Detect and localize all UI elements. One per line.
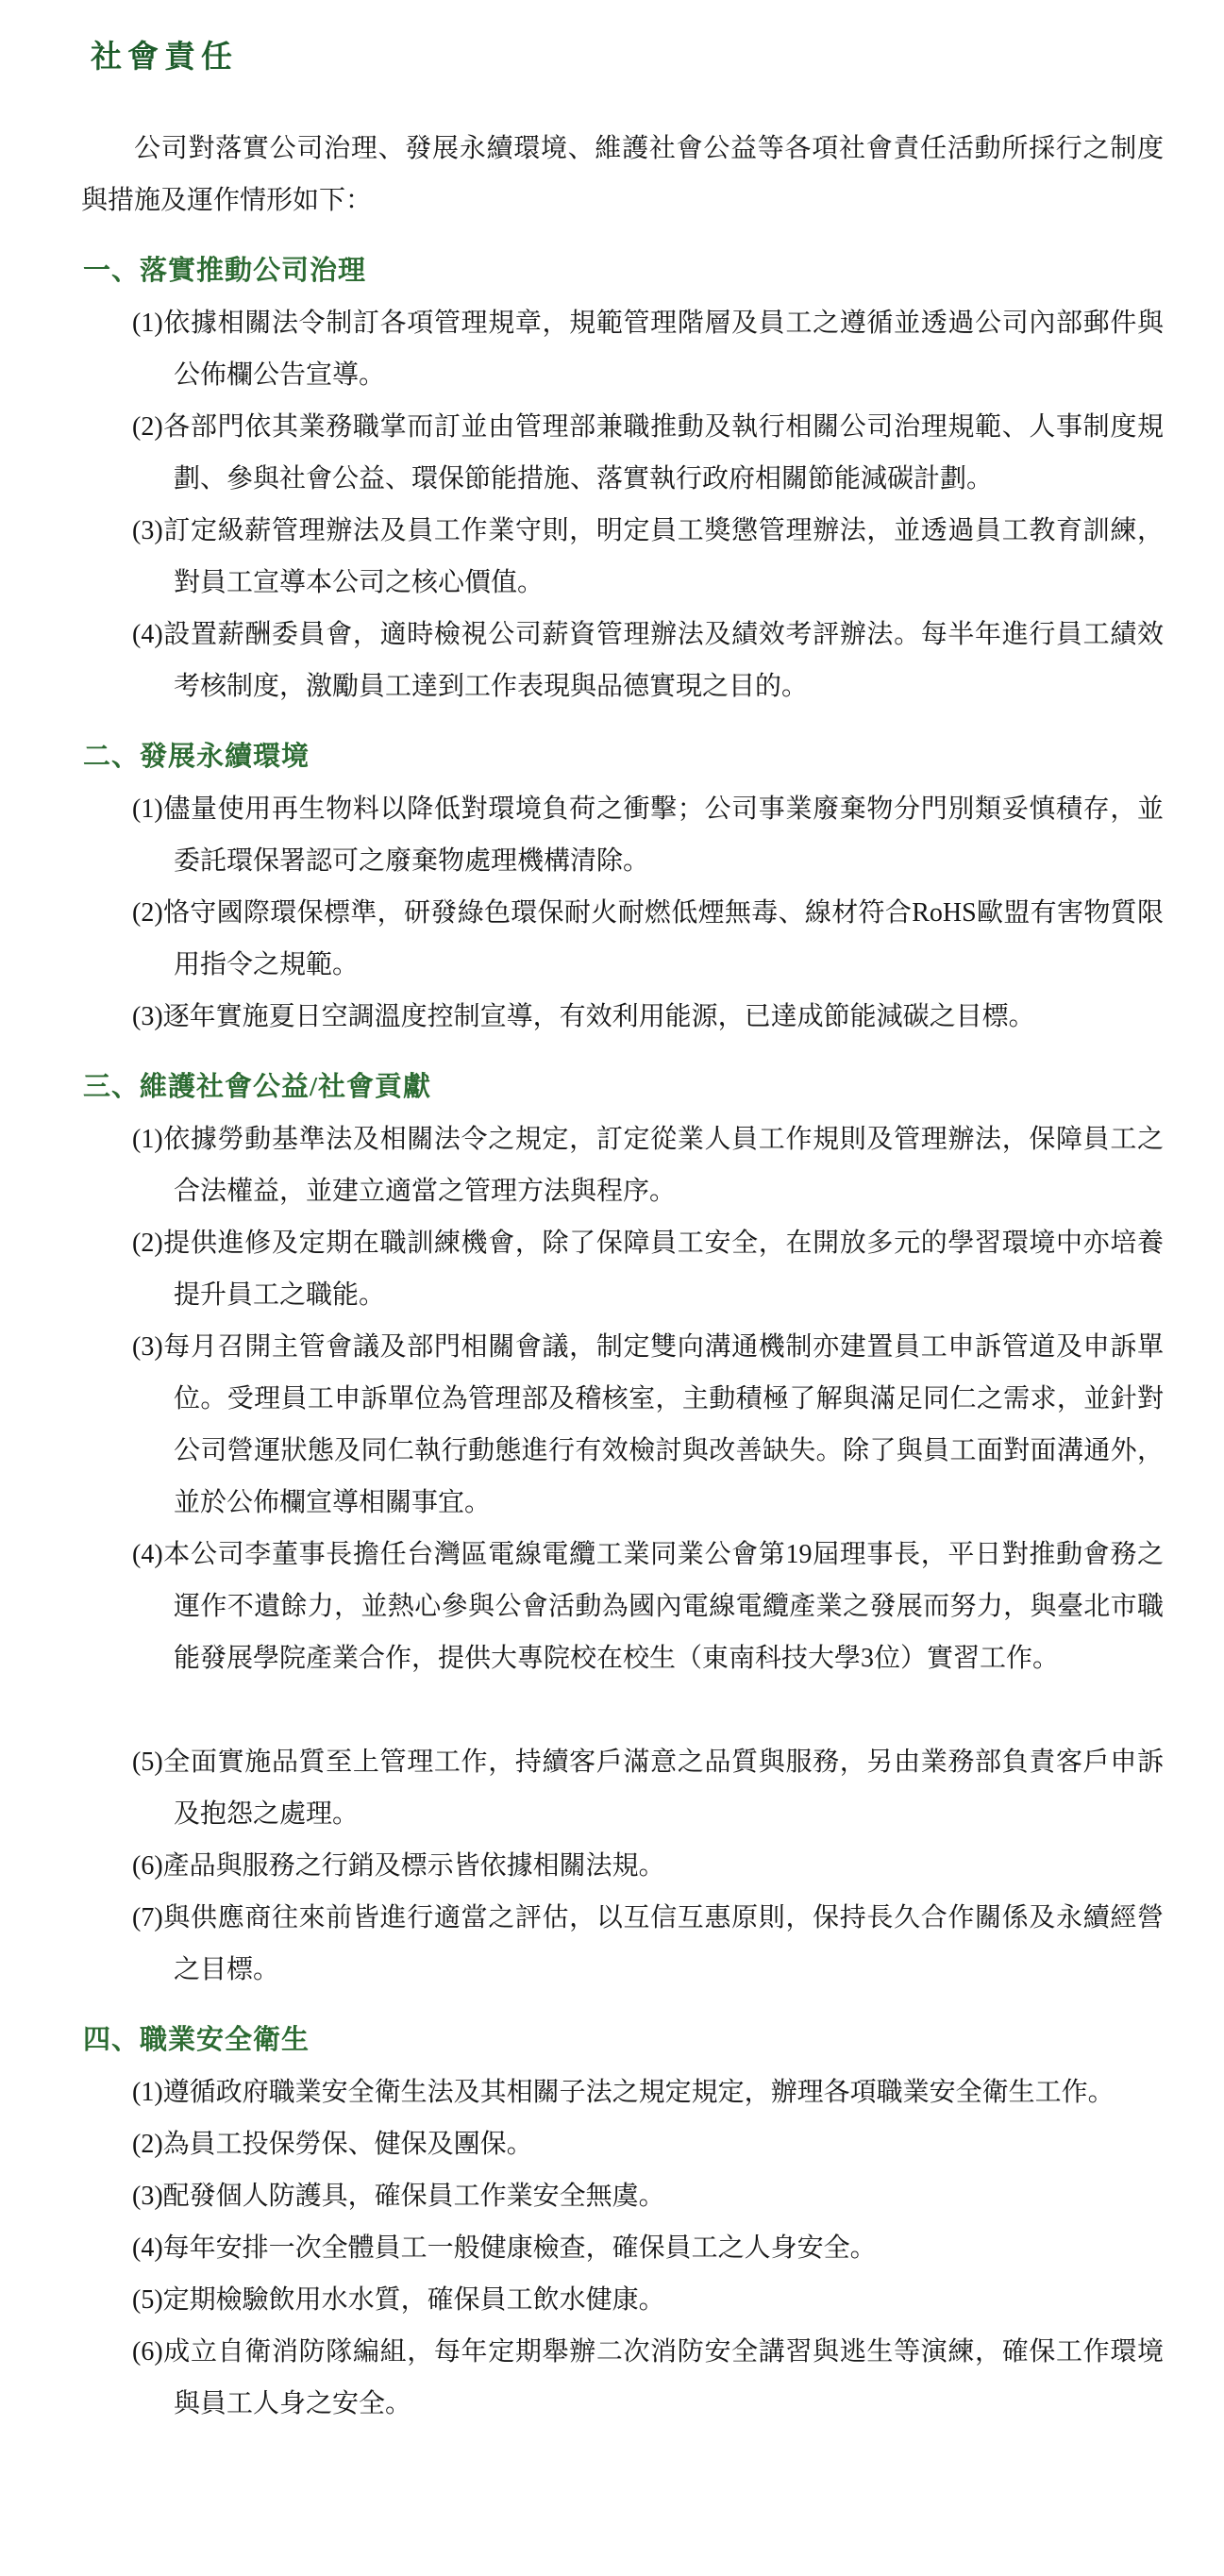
list-item: (4)每年安排一次全體員工一般健康檢查，確保員工之人身安全。 bbox=[132, 2233, 877, 2263]
list-item: (3)逐年實施夏日空調溫度控制宣導，有效利用能源，已達成節能減碳之目標。 bbox=[132, 1002, 1035, 1031]
intro-paragraph: 公司對落實公司治理、發展永續環境、維護社會公益等各項社會責任活動所採行之制度與措施及運作情形如下： bbox=[81, 134, 1164, 215]
page-title: 社會責任 bbox=[91, 41, 238, 75]
list-item: (1)依據相關法令制訂各項管理規章，規範管理階層及員工之遵循並透過公司內部郵件與公佈欄公告宣導。 bbox=[132, 309, 1164, 390]
list-item: (2)為員工投保勞保、健保及團保。 bbox=[132, 2130, 533, 2159]
list-item: (6)產品與服務之行銷及標示皆依據相關法規。 bbox=[132, 1851, 665, 1881]
list-item: (1)依據勞動基準法及相關法令之規定，訂定從業人員工作規則及管理辦法，保障員工之合法權益，並建立適當之管理方法與程序。 bbox=[132, 1125, 1164, 1206]
list-item: (5)全面實施品質至上管理工作，持續客戶滿意之品質與服務，另由業務部負責客戶申訴及抱怨之處理。 bbox=[132, 1748, 1164, 1829]
list-item: (4)本公司李董事長擔任台灣區電線電纜工業同業公會第19屆理事長，平日對推動會務之運作不遺餘力，並熱心參與公會活動為國內電線電纜產業之發展而努力，與臺北市職能發展學院產業合作，提供大專院校在校生（東南科技大學3位）實習工作。 bbox=[132, 1540, 1164, 1673]
list-item: (2)恪守國際環保標準，研發綠色環保耐火耐燃低煙無毒、線材符合RoHS歐盟有害物質限用指令之規範。 bbox=[132, 898, 1164, 979]
list-item: (3)每月召開主管會議及部門相關會議，制定雙向溝通機制亦建置員工申訴管道及申訴單位。受理員工申訴單位為管理部及稽核室，主動積極了解與滿足同仁之需求，並針對公司營運狀態及同仁執行動態進行有效檢討與改善缺失。除了與員工面對面溝通外，並於公佈欄宣導相關事宜。 bbox=[132, 1332, 1164, 1517]
section-corporate-governance bbox=[0, 245, 1224, 712]
list-item: (3)配發個人防護具，確保員工作業安全無虞。 bbox=[132, 2182, 665, 2211]
section-heading: 四、職業安全衛生 bbox=[83, 2025, 310, 2055]
list-item: (2)提供進修及定期在職訓練機會，除了保障員工安全，在開放多元的學習環境中亦培養提升員工之職能。 bbox=[132, 1229, 1164, 1310]
section-heading: 二、發展永續環境 bbox=[83, 742, 310, 772]
list-item: (3)訂定級薪管理辦法及員工作業守則，明定員工獎懲管理辦法，並透過員工教育訓練，對員工宣導本公司之核心價值。 bbox=[132, 516, 1164, 597]
section-public-welfare bbox=[0, 1062, 1224, 1996]
list-item: (4)設置薪酬委員會，適時檢視公司薪資管理辦法及績效考評辦法。每半年進行員工績效考核制度，激勵員工達到工作表現與品德實現之目的。 bbox=[132, 620, 1164, 701]
section-sustainable-environment bbox=[0, 731, 1224, 1043]
list-item: (2)各部門依其業務職掌而訂並由管理部兼職推動及執行相關公司治理規範、人事制度規劃、參與社會公益、環保節能措施、落實執行政府相關節能減碳計劃。 bbox=[132, 412, 1164, 493]
list-item: (1)遵循政府職業安全衛生法及其相關子法之規定規定，辦理各項職業安全衛生工作。 bbox=[132, 2078, 1115, 2107]
list-item: (1)儘量使用再生物料以降低對環境負荷之衝擊；公司事業廢棄物分門別類妥慎積存，並委託環保署認可之廢棄物處理機構清除。 bbox=[132, 795, 1164, 876]
section-heading: 三、維護社會公益/社會貢獻 bbox=[83, 1072, 432, 1102]
list-item: (7)與供應商往來前皆進行適當之評估，以互信互惠原則，保持長久合作關係及永續經營之目標。 bbox=[132, 1903, 1164, 1984]
list-item: (5)定期檢驗飲用水水質，確保員工飲水健康。 bbox=[132, 2285, 665, 2315]
section-occupational-safety bbox=[0, 2015, 1224, 2430]
list-item: (6)成立自衛消防隊編組，每年定期舉辦二次消防安全講習與逃生等演練，確保工作環境與員工人身之安全。 bbox=[132, 2337, 1164, 2418]
section-heading: 一、落實推動公司治理 bbox=[83, 256, 367, 286]
